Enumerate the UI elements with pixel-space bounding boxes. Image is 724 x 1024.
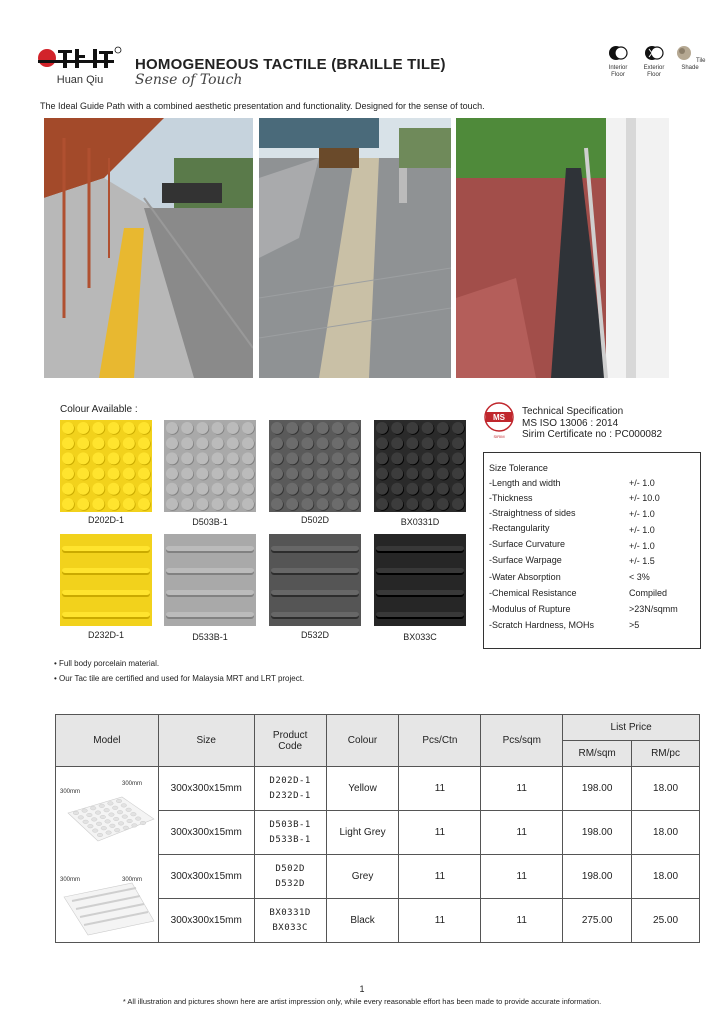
cell-pcs-ctn: 11 <box>399 767 481 811</box>
cell-colour: Grey <box>326 855 399 899</box>
cell-pcs-sqm: 11 <box>481 855 563 899</box>
header-pcs-ctn: Pcs/Ctn <box>399 715 481 767</box>
swatch-code: BX0331D <box>400 517 440 527</box>
swatch-code: D232D-1 <box>87 630 125 640</box>
note-item: • Full body porcelain material. <box>54 659 160 668</box>
model-images <box>56 767 159 943</box>
spec-value: >5 <box>629 620 640 630</box>
cell-code: D503B-1 D533B-1 <box>254 811 326 855</box>
spec-value: +/- 1.5 <box>629 556 655 566</box>
photo-walkway <box>44 118 253 378</box>
spec-value: +/- 10.0 <box>629 493 660 503</box>
badge-exterior: Exterior Floor <box>636 45 672 79</box>
page-number: 1 <box>359 984 365 994</box>
cell-rm-sqm: 198.00 <box>563 767 632 811</box>
photo-grey-path <box>259 118 451 378</box>
swatch-code: D533B-1 <box>192 632 228 642</box>
dimension-label: 300mm <box>60 877 81 883</box>
cell-pcs-sqm: 11 <box>481 811 563 855</box>
bar-tile-illustration <box>62 881 156 937</box>
cell-rm-pc: 18.00 <box>632 811 700 855</box>
spec-value: >23N/sqmm <box>629 604 678 614</box>
cell-rm-sqm: 275.00 <box>563 899 632 943</box>
dimension-label: 300mm <box>122 781 143 787</box>
spec-value: +/- 1.0 <box>629 541 655 551</box>
spec-standard: MS ISO 13006 : 2014 <box>522 417 619 429</box>
page-subtitle: Sense of Touch <box>135 72 243 88</box>
cell-colour: Yellow <box>326 767 399 811</box>
badge-tile-shade: Tile Shade <box>672 45 708 72</box>
header-list-price: List Price <box>563 715 700 741</box>
cell-pcs-ctn: 11 <box>399 811 481 855</box>
spec-value: +/- 1.0 <box>629 509 655 519</box>
cell-colour: Light Grey <box>326 811 399 855</box>
spec-title: Technical Specification <box>522 406 624 417</box>
spec-label: -Surface Curvature <box>489 539 566 549</box>
usage-badges <box>600 45 710 85</box>
swatch-D202D-1 <box>60 420 152 512</box>
spec-value: +/- 1.0 <box>629 478 655 488</box>
header-rm-sqm: RM/sqm <box>563 741 632 767</box>
swatch-D502D <box>269 420 361 512</box>
spec-label: -Chemical Resistance <box>489 588 577 598</box>
interior-floor-icon <box>608 45 628 61</box>
header-product-code: Product Code <box>254 715 326 767</box>
cell-rm-pc: 18.00 <box>632 767 700 811</box>
swatch-code: D532D <box>300 630 329 640</box>
notes <box>54 656 304 686</box>
cell-colour: Black <box>326 899 399 943</box>
table-row <box>56 767 700 811</box>
swatch-code: D502D <box>300 515 329 525</box>
colour-heading: Colour Available : <box>60 404 138 415</box>
spec-table <box>483 452 701 649</box>
spec-label: -Modulus of Rupture <box>489 604 571 614</box>
swatch-D533B-1 <box>164 534 256 626</box>
cell-pcs-sqm: 11 <box>481 767 563 811</box>
header-colour: Colour <box>326 715 399 767</box>
ms-certification-icon <box>482 402 516 440</box>
cell-pcs-ctn: 11 <box>399 899 481 943</box>
spec-value: < 3% <box>629 572 650 582</box>
swatch-code: BX033C <box>403 632 437 642</box>
brand-logo <box>30 40 130 100</box>
huan-qiu-logo-icon <box>36 46 122 72</box>
svg-text:MS: MS <box>493 413 505 422</box>
spec-label: -Water Absorption <box>489 572 561 582</box>
swatch-D503B-1 <box>164 420 256 512</box>
swatch-BX033C <box>374 534 466 626</box>
footnote: * All illustration and pictures shown here are artist impression only, while every reasonable effort has been made to provide accurate information. <box>122 997 602 1006</box>
swatch-BX0331D <box>374 420 466 512</box>
cell-code: D202D-1 D232D-1 <box>254 767 326 811</box>
exterior-floor-icon <box>644 45 664 61</box>
spec-certificate: Sirim Certificate no : PC000082 <box>522 429 663 440</box>
svg-text:SIRIM: SIRIM <box>493 434 505 439</box>
swatch-code: D503B-1 <box>192 517 228 527</box>
photo-brick-path <box>456 118 669 378</box>
spec-value: Compiled <box>629 588 668 598</box>
cell-size: 300x300x15mm <box>158 811 254 855</box>
cell-rm-pc: 25.00 <box>632 899 700 943</box>
cell-code: D502D D532D <box>254 855 326 899</box>
cell-size: 300x300x15mm <box>158 767 254 811</box>
spec-label: -Rectangularity <box>489 523 550 533</box>
spec-value: +/- 1.0 <box>629 525 655 535</box>
dimension-label: 300mm <box>60 789 81 795</box>
tagline: The Ideal Guide Path with a combined aesthetic presentation and functionality. Designed for the sense of touch. <box>40 101 485 111</box>
header-rm-pc: RM/pc <box>632 741 700 767</box>
cell-rm-pc: 18.00 <box>632 855 700 899</box>
cell-size: 300x300x15mm <box>158 855 254 899</box>
spec-label: -Straightness of sides <box>489 508 576 518</box>
spec-label: -Scratch Hardness, MOHs <box>489 620 595 630</box>
header-model: Model <box>56 715 159 767</box>
dot-tile-illustration <box>64 795 156 843</box>
spec-label: -Length and width <box>489 478 561 488</box>
cell-rm-sqm: 198.00 <box>563 811 632 855</box>
swatch-D532D <box>269 534 361 626</box>
cell-code: BX0331D BX033C <box>254 899 326 943</box>
swatch-D232D-1 <box>60 534 152 626</box>
note-item: • Our Tac tile are certified and used for Malaysia MRT and LRT project. <box>54 674 305 683</box>
cell-size: 300x300x15mm <box>158 899 254 943</box>
spec-label: -Surface Warpage <box>489 555 562 565</box>
spec-heading: Size Tolerance <box>489 463 548 473</box>
header-size: Size <box>158 715 254 767</box>
tile-shade-icon <box>674 45 694 61</box>
badge-interior: Interior Floor <box>600 45 636 79</box>
spec-header <box>522 406 662 441</box>
cell-rm-sqm: 198.00 <box>563 855 632 899</box>
cell-pcs-sqm: 11 <box>481 899 563 943</box>
brand-caption: Huan Qiu <box>56 74 104 86</box>
spec-label: -Thickness <box>489 493 533 503</box>
cell-pcs-ctn: 11 <box>399 855 481 899</box>
swatch-code: D202D-1 <box>87 515 125 525</box>
sirim-ms-logo <box>482 402 516 440</box>
page-title: HOMOGENEOUS TACTILE (BRAILLE TILE) <box>135 56 446 73</box>
price-table <box>55 714 700 943</box>
header-pcs-sqm: Pcs/sqm <box>481 715 563 767</box>
dimension-label: 300mm <box>122 877 143 883</box>
